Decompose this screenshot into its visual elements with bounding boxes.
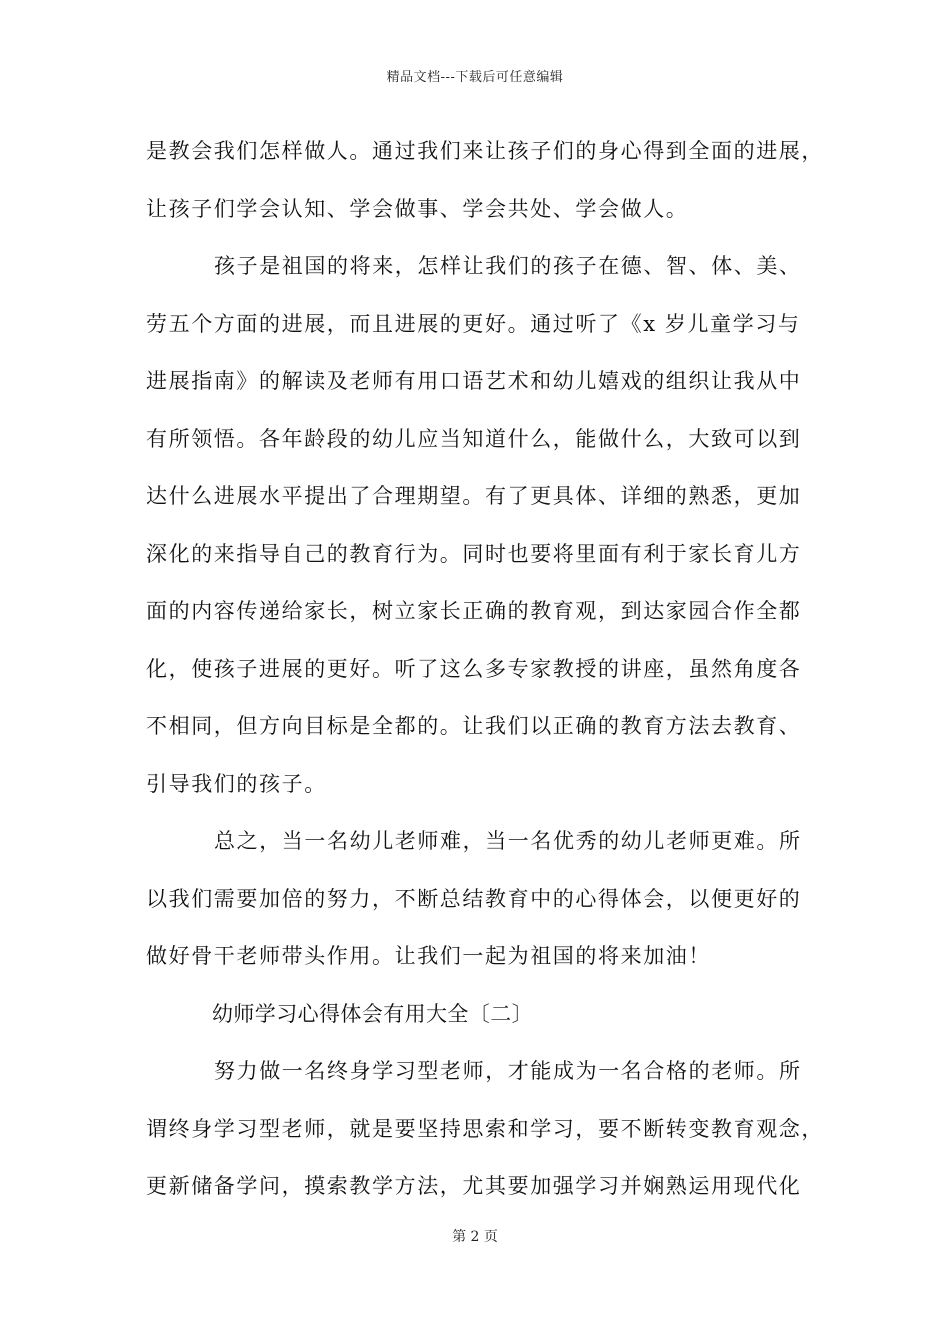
paragraph-line: 努力做一名终身学习型老师，才能成为一名合格的老师。所 <box>214 1059 802 1083</box>
document-body <box>146 129 824 1222</box>
paragraph-line: 谓终身学习型老师，就是要坚持思索和学习，要不断转变教育观念， <box>146 1116 824 1141</box>
paragraph-line: 是教会我们怎样做人。通过我们来让孩子们的身心得到全面的进展， <box>146 139 824 163</box>
paragraph-line: 达什么进展水平提出了合理期望。有了更具体、详细的熟悉，更加 <box>146 484 802 508</box>
page-header: 精品文档---下载后可任意编辑 <box>386 70 564 85</box>
paragraph-line: 引导我们的孩子。 <box>146 771 327 796</box>
paragraph-line: 不相同，但方向目标是全都的。让我们以正确的教育方法去教育、 <box>146 714 802 738</box>
section-heading: 幼师学习心得体会有用大全〔二〕 <box>212 1001 533 1026</box>
paragraph-line: 让孩子们学会认知、学会做事、学会共处、学会做人。 <box>146 196 689 221</box>
paragraph-line: 进展指南》的解读及老师有用口语艺术和幼儿嬉戏的组织让我从中 <box>146 369 802 393</box>
paragraph-line: 以我们需要加倍的努力，不断总结教育中的心得体会，以便更好的 <box>146 886 802 911</box>
paragraph-line: 做好骨干老师带头作用。让我们一起为祖国的将来加油！ <box>146 944 711 968</box>
paragraph-line: 总之，当一名幼儿老师难，当一名优秀的幼儿老师更难。所 <box>214 829 802 853</box>
page-number: 第 2 页 <box>452 1229 498 1245</box>
paragraph-line: 更新储备学问，摸索教学方法，尤其要加强学习并娴熟运用现代化 <box>146 1174 802 1198</box>
paragraph-line: 面的内容传递给家长，树立家长正确的教育观，到达家园合作全都 <box>146 599 802 623</box>
paragraph-line: 孩子是祖国的将来，怎样让我们的孩子在德、智、体、美、 <box>214 254 802 278</box>
paragraph-line: 化，使孩子进展的更好。听了这么多专家教授的讲座，虽然角度各 <box>146 656 802 681</box>
paragraph-line: 深化的来指导自己的教育行为。同时也要将里面有利于家长育儿方 <box>146 541 802 566</box>
paragraph-line: 劳五个方面的进展，而且进展的更好。通过听了《x 岁儿童学习与 <box>146 311 801 336</box>
paragraph-line: 有所领悟。各年龄段的幼儿应当知道什么，能做什么，大致可以到 <box>146 426 802 451</box>
